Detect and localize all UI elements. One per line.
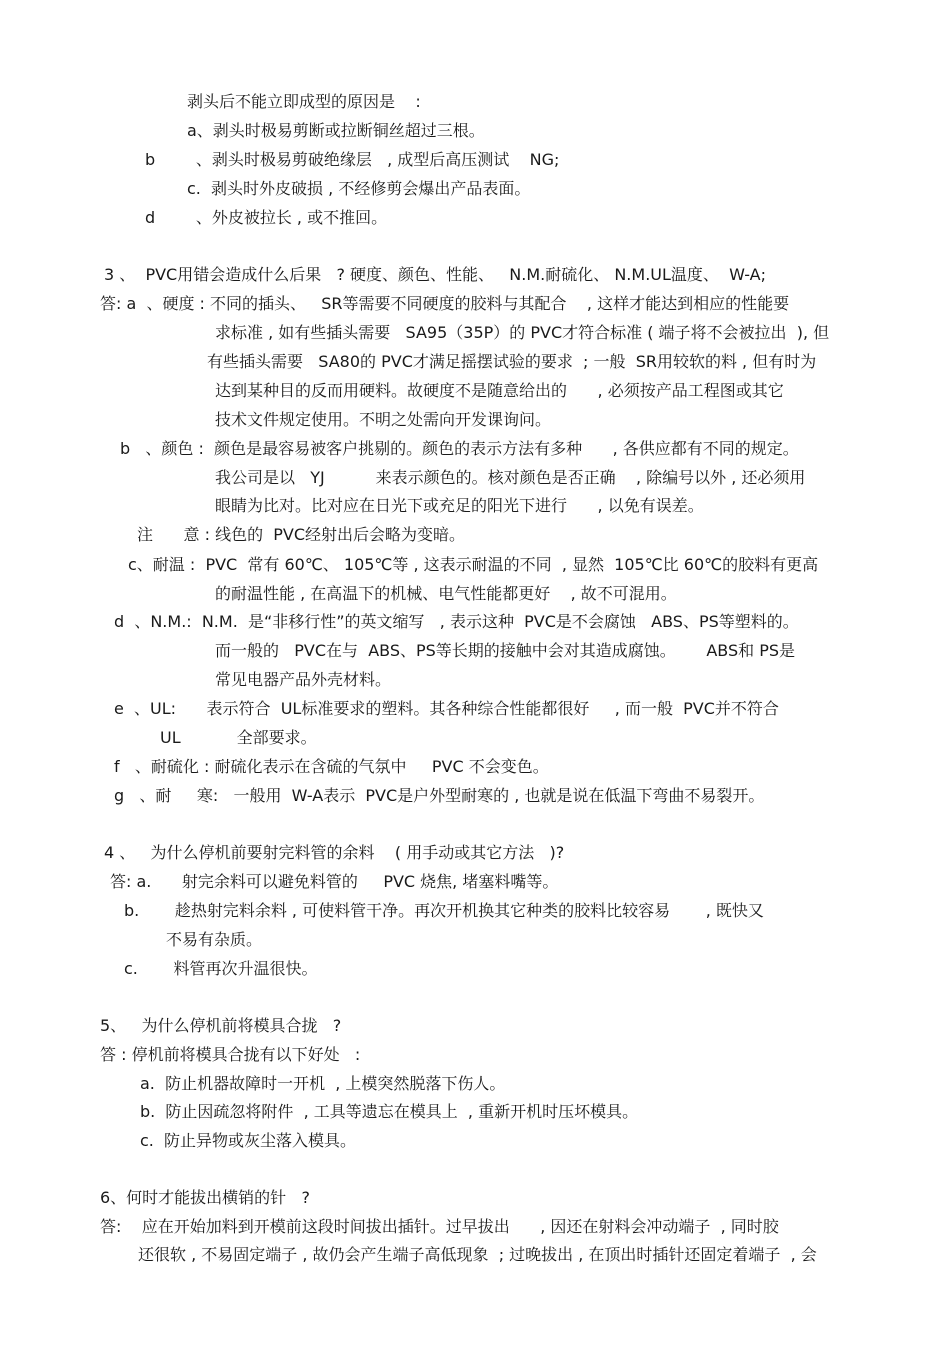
text-line: 答 : 停机前将模具合拢有以下好处 : [100,1045,361,1064]
text-line: e 、UL: 表示符合 UL标准要求的塑料。其各种综合性能都很好 , 而一般 PVC并不符合 [114,699,779,718]
text-line: 的耐温性能 , 在高温下的机械、电气性能都更好 , 故不可混用。 [215,584,677,603]
text-line: d 、外皮被拉长 , 或不推回。 [145,208,388,227]
text-line: 常见电器产品外壳材料。 [215,670,392,689]
text-line: b. 趁热射完料余料 , 可使料管干净。再次开机换其它种类的胶料比较容易 , 既快又 [124,901,764,920]
text-line: b 、颜色 : 颜色是最容易被客户挑剔的。颜色的表示方法有多种 , 各供应都有不同的规定。 [120,439,799,458]
text-line: b 、剥头时极易剪破绝缘层 , 成型后高压测试 NG; [145,150,560,169]
text-line: 还很软 , 不易固定端子 , 故仍会产生端子高低现象 ; 过晚拔出 , 在顶出时插针还固定着端子 , 会 [138,1245,817,1264]
note-line: 注 意 : 线色的 PVC经射出后会略为变暗。 [137,525,466,544]
text-line: d 、N.M.: N.M. 是“非移行性”的英文缩写 , 表示这种 PVC是不会腐蚀 ABS、PS等塑料的。 [114,612,799,631]
text-line: 而一般的 PVC在与 ABS、PS等长期的接触中会对其造成腐蚀。 ABS和 PS是 [215,641,796,660]
text-line: 答: 应在开始加料到开模前这段时间拔出插针。过早拔出 , 因还在射料会冲动端子 , 同时胶 [100,1217,779,1236]
text-line: c、耐温 : PVC 常有 60℃、 105℃等 , 这表示耐温的不同 , 显然 105℃比 60℃的胶料有更高 [128,555,819,574]
text-line: c. 料管再次升温很快。 [124,959,318,978]
question-heading: 3 、 PVC用错会造成什么后果 ? 硬度、颜色、性能、 N.M.耐硫化、 N.M.UL温度、 W-A; [104,265,767,284]
text-line: g 、耐 寒: 一般用 W-A表示 PVC是户外型耐寒的 , 也就是说在低温下弯曲不易裂开。 [114,786,765,805]
text-line: c. 防止异物或灰尘落入模具。 [140,1131,357,1150]
text-line: 有些插头需要 SA80的 PVC才满足摇摆试验的要求 ; 一般 SR用较软的料 , 但有时为 [207,352,817,371]
text-line: f 、耐硫化 : 耐硫化表示在含硫的气氛中 PVC 不会变色。 [114,757,549,776]
text-line: 眼睛为比对。比对应在日光下或充足的阳光下进行 , 以免有误差。 [215,496,704,515]
text-line: 答: a. 射完余料可以避免料管的 PVC 烧焦, 堵塞料嘴等。 [110,872,559,891]
text-line: c. 剥头时外皮破损 , 不经修剪会爆出产品表面。 [187,179,531,198]
text-line: 不易有杂质。 [166,930,263,949]
question-heading: 4 、 为什么停机前要射完料管的余料 ( 用手动或其它方法 )? [104,843,565,862]
text-line: 达到某种目的反而用硬料。故硬度不是随意给出的 , 必须按产品工程图或其它 [215,381,784,400]
text-line: 技术文件规定使用。不明之处需向开发课询问。 [215,410,552,429]
text-line: 求标准 , 如有些插头需要 SA95（35P）的 PVC才符合标准 ( 端子将不会被拉出 ), 但 [215,323,830,342]
text-line: a、剥头时极易剪断或拉断铜丝超过三根。 [187,121,485,140]
question-heading: 6、何时才能拔出横销的针 ? [100,1188,310,1207]
text-line: 答: a 、硬度 : 不同的插头、 SR等需要不同硬度的胶料与其配合 , 这样才能达到相应的性能要 [100,294,790,313]
text-line: b. 防止因疏忽将附件 , 工具等遗忘在模具上 , 重新开机时压坏模具。 [140,1102,639,1121]
question-heading: 5、 为什么停机前将模具合拢 ? [100,1016,342,1035]
text-line: UL 全部要求。 [160,728,317,747]
text-line: a. 防止机器故障时一开机 , 上模突然脱落下伤人。 [140,1074,506,1093]
text-line: 我公司是以 YJ 来表示颜色的。核对颜色是否正确 , 除编号以外 , 还必须用 [215,468,806,487]
text-line: 剥头后不能立即成型的原因是 : [187,92,421,111]
